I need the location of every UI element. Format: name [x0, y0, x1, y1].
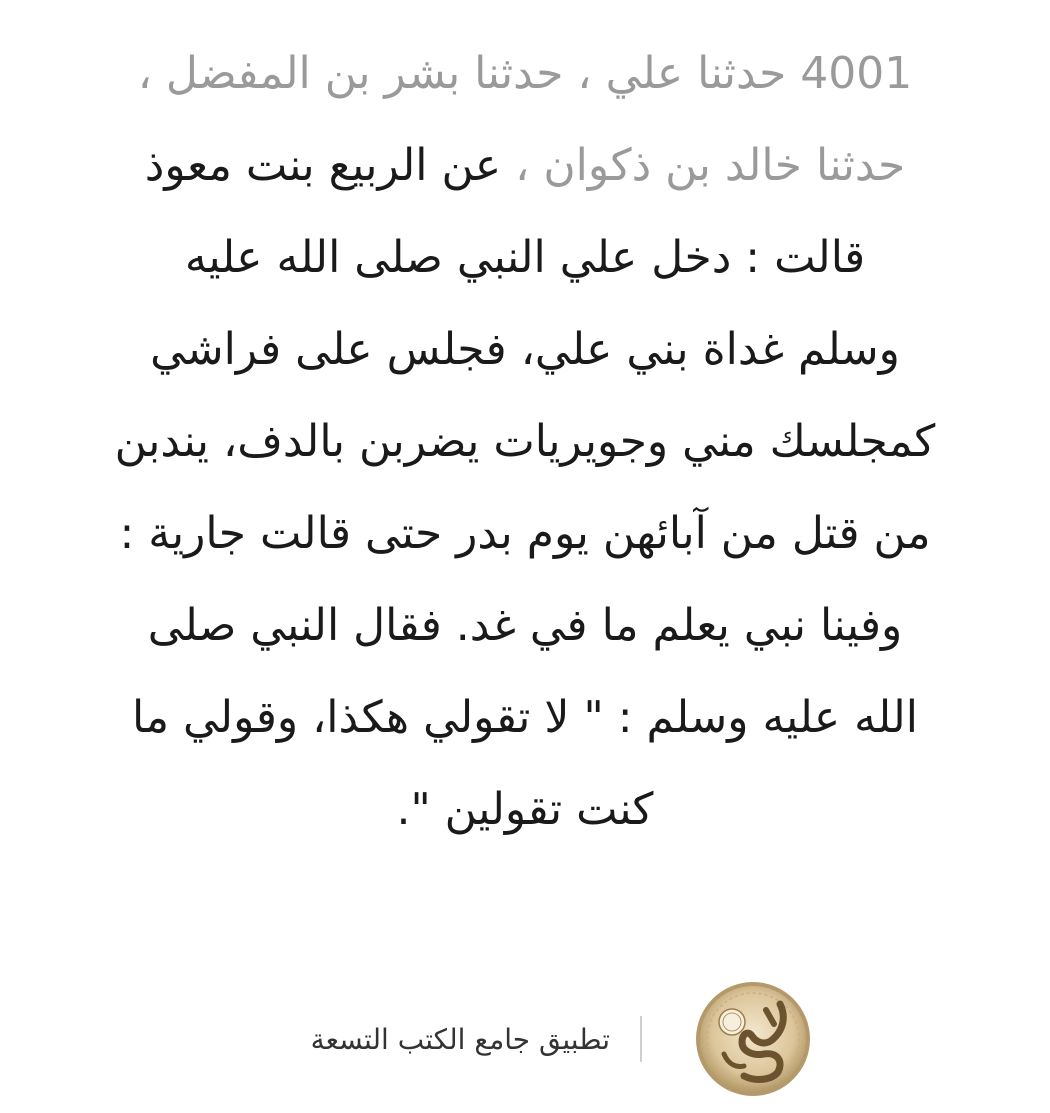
hadith-line-4 — [40, 304, 1010, 396]
matn-text: وفينا نبي يعلم ما في غد. فقال النبي صلى — [147, 600, 903, 651]
matn-text: عن الربيع بنت معوذ — [144, 140, 502, 191]
matn-text: كنت تقولين ". — [396, 784, 654, 835]
matn-text: من قتل من آبائهن يوم بدر حتى قالت جارية : — [119, 508, 931, 559]
hadith-line-9 — [40, 764, 1010, 856]
footer-divider — [640, 1016, 642, 1062]
hadith-line-5 — [40, 396, 1010, 488]
hadith-line-7 — [40, 580, 1010, 672]
matn-text: وسلم غداة بني علي، فجلس على فراشي — [150, 324, 900, 375]
isnad-text: حدثنا خالد بن ذكوان ، — [501, 140, 906, 191]
hadith-line-1 — [40, 28, 1010, 120]
hadith-line-2 — [40, 120, 1010, 212]
app-footer — [200, 980, 820, 1098]
hadith-line-6 — [40, 488, 1010, 580]
hadith-text — [40, 28, 1010, 856]
hadith-line-8 — [40, 672, 1010, 764]
app-name-label: تطبيق جامع الكتب التسعة — [310, 1022, 610, 1056]
matn-text: الله عليه وسلم : " لا تقولي هكذا، وقولي ما — [132, 692, 918, 743]
muhammad-calligraphy-seal-icon — [694, 980, 812, 1098]
isnad-text: 4001 حدثنا علي ، حدثنا بشر بن المفضل ، — [137, 48, 913, 99]
matn-text: قالت : دخل علي النبي صلى الله عليه — [184, 232, 866, 283]
hadith-line-3 — [40, 212, 1010, 304]
matn-text: كمجلسك مني وجويريات يضربن بالدف، يندبن — [114, 416, 936, 467]
